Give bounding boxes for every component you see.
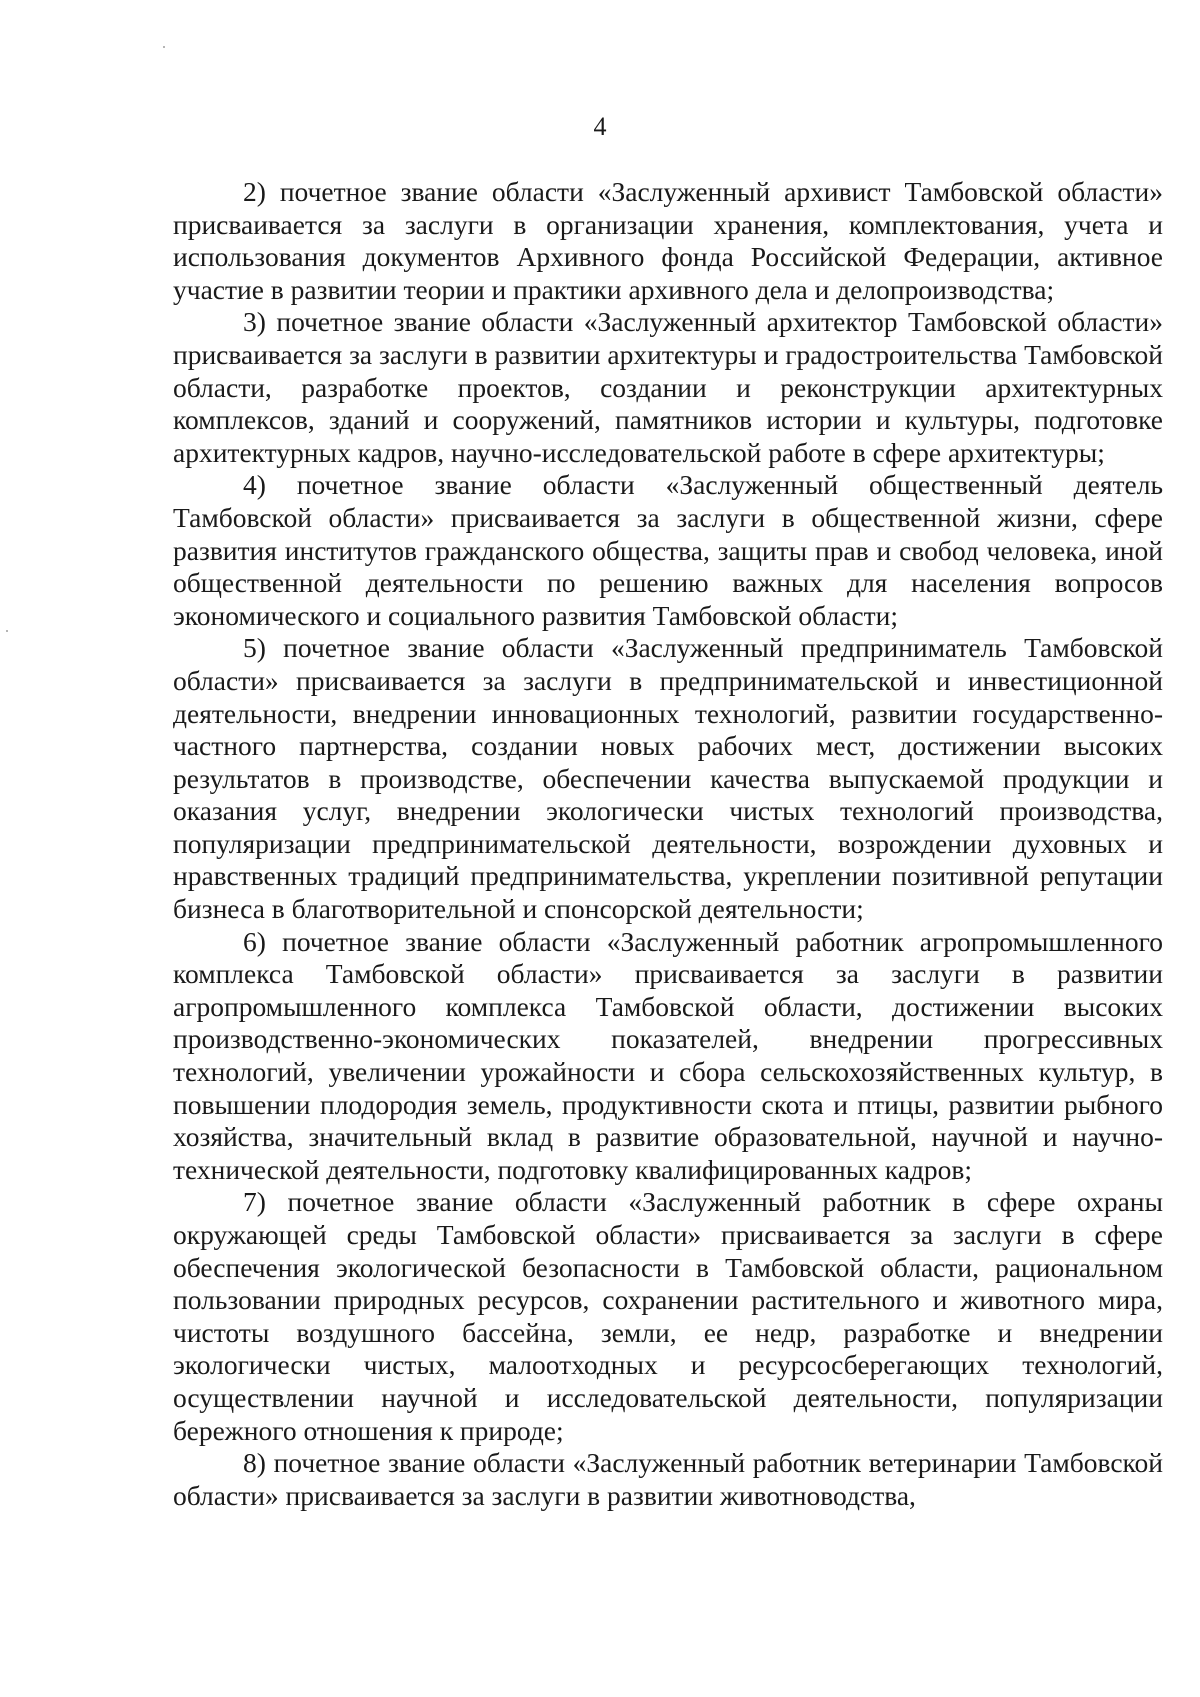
paragraph-veterinary-worker: 8) почетное звание области «Заслуженный работник ветеринарии Тамбовской области» присваивается за заслуги в развитии животноводства,: [173, 1447, 1163, 1511]
paragraph-archivist: 2) почетное звание области «Заслуженный архивист Тамбовской области» присваивается за заслуги в организации хранения, комплектования, учета и использования документов Архивного фонда Российской Федерации, активное участие в развитии теории и практики архивного дела и делопроизводства;: [173, 176, 1163, 305]
paragraph-agro-worker: 6) почетное звание области «Заслуженный работник агропромышленного комплекса Тамбовской области» присваивается за заслуги в развитии агропромышленного комплекса Тамбовской области, достижении высоких производственно-экономических показателей, внедрении прогрессивных технологий, увеличении урожайности и сбора сельскохозяйственных культур, в повышении плодородия земель, продуктивности скота и птицы, развитии рыбного хозяйства, значительный вклад в развитие образовательной, научной и научно-технической деятельности, подготовку квалифицированных кадров;: [173, 925, 1163, 1185]
scan-speck: [6, 630, 8, 632]
paragraph-architect: 3) почетное звание области «Заслуженный архитектор Тамбовской области» присваивается за заслуги в развитии архитектуры и градостроительства Тамбовской области, разработке проектов, создании и реконструкции архитектурных комплексов, зданий и сооружений, памятников истории и культуры, подготовке архитектурных кадров, научно-исследовательской работе в сфере архитектуры;: [173, 306, 1163, 468]
document-body: [173, 176, 1163, 1512]
scan-speck: [163, 46, 165, 48]
paragraph-public-figure: 4) почетное звание области «Заслуженный общественный деятель Тамбовской области» присваивается за заслуги в общественной жизни, сфере развития институтов гражданского общества, защиты прав и свобод человека, иной общественной деятельности по решению важных для населения вопросов экономического и социального развития Тамбовской области;: [173, 469, 1163, 631]
paragraph-entrepreneur: 5) почетное звание области «Заслуженный предприниматель Тамбовской области» присваивается за заслуги в предпринимательской и инвестиционной деятельности, внедрении инновационных технологий, развитии государственно-частного партнерства, создании новых рабочих мест, достижении высоких результатов в производстве, обеспечении качества выпускаемой продукции и оказания услуг, внедрении экологически чистых технологий производства, популяризации предпринимательской деятельности, возрождении духовных и нравственных традиций предпринимательства, укреплении позитивной репутации бизнеса в благотворительной и спонсорской деятельности;: [173, 632, 1163, 925]
paragraph-environment-worker: 7) почетное звание области «Заслуженный работник в сфере охраны окружающей среды Тамбовской области» присваивается за заслуги в сфере обеспечения экологической безопасности в Тамбовской области, рациональном пользовании природных ресурсов, сохранении растительного и животного мира, чистоты воздушного бассейна, земли, ее недр, разработке и внедрении экологически чистых, малоотходных и ресурсосберегающих технологий, осуществлении научной и исследовательской деятельности, популяризации бережного отношения к природе;: [173, 1186, 1163, 1446]
page-number: 4: [593, 112, 607, 141]
